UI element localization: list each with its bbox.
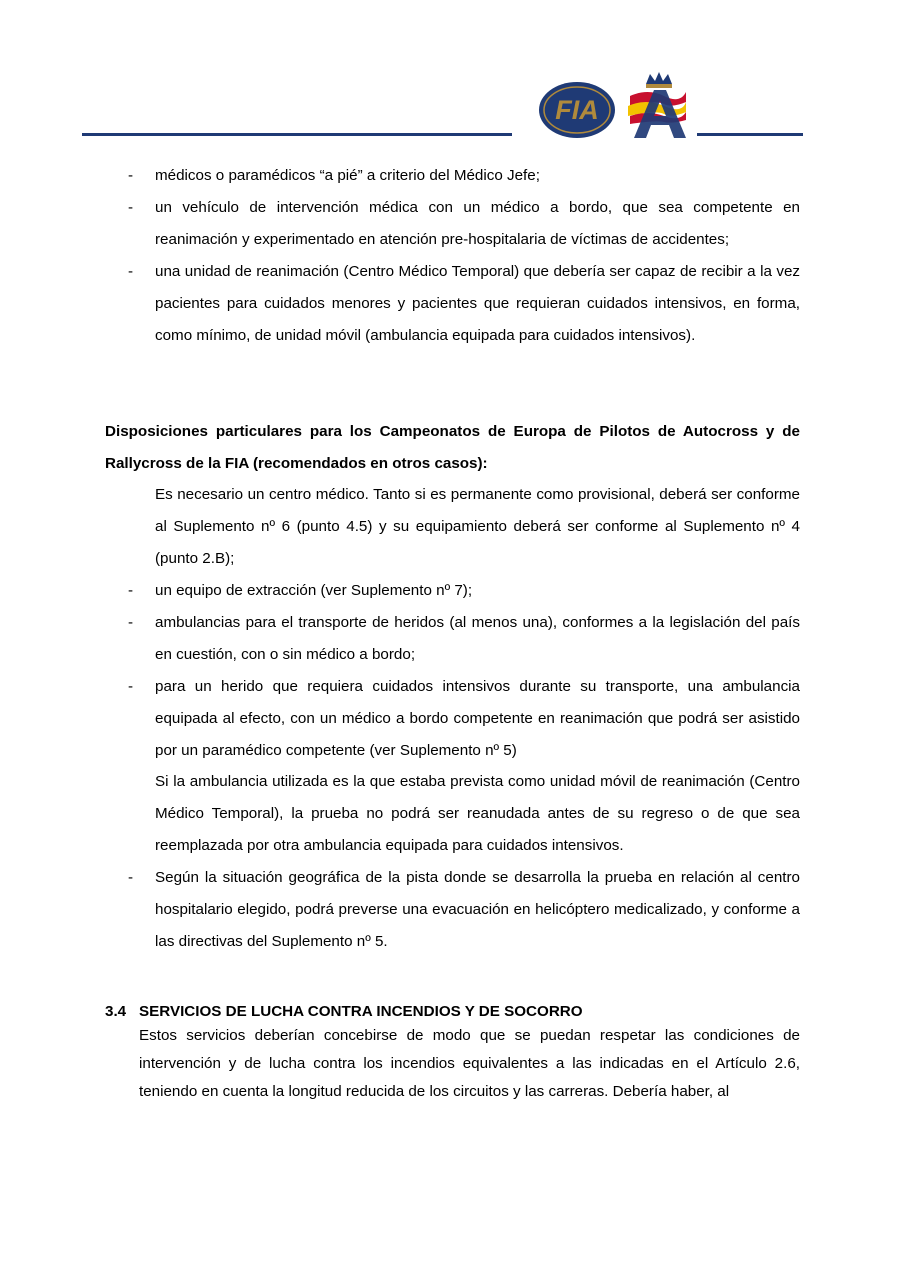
bullet-dash: - (128, 263, 134, 280)
bullet-dash: - (128, 199, 134, 216)
header-rule-left (82, 133, 512, 136)
disposiciones-continuation: Si la ambulancia utilizada es la que estaba prevista como unidad móvil de reanimación (Centro Médico Temporal), la prueba no podrá ser reanudada antes de su regreso o de que sea reemplazada por otra ambulancia equipada para cuidados intensivos. (155, 773, 800, 854)
svg-text:FIA: FIA (555, 95, 599, 125)
bullet-dash: - (128, 869, 134, 886)
disposiciones-intro: Es necesario un centro médico. Tanto si es permanente como provisional, deberá ser conforme al Suplemento nº 6 (punto 4.5) y su equipamiento deberá ser conforme al Suplemento nº 4 (punto 2.B); (155, 486, 800, 567)
list-item: ambulancias para el transporte de heridos (al menos una), conformes a la legislación del país en cuestión, con o sin médico a bordo; (155, 614, 800, 663)
rfea-logo (624, 70, 690, 140)
section-body: Estos servicios deberían concebirse de modo que se puedan respetar las condiciones de intervención y de lucha contra los incendios equivalentes a las indicadas en el Artículo 2.6, teniendo en cuenta la longitud reducida de los circuitos y las carreras. Debería haber, al (139, 1027, 800, 1100)
list-item: un vehículo de intervención médica con un médico a bordo, que sea competente en reanimación y experimentado en atención pre-hospitalaria de víctimas de accidentes; (155, 199, 800, 248)
header-rule-right (697, 133, 803, 136)
bullet-dash: - (128, 614, 134, 631)
section-title: SERVICIOS DE LUCHA CONTRA INCENDIOS Y DE SOCORRO (139, 1003, 583, 1020)
disposiciones-heading: Disposiciones particulares para los Campeonatos de Europa de Pilotos de Autocross y de Rallycross de la FIA (recomendados en otros casos): (105, 423, 800, 472)
fia-logo (537, 80, 617, 140)
list-item: una unidad de reanimación (Centro Médico Temporal) que debería ser capaz de recibir a la vez pacientes para cuidados menores y pacientes que requieran cuidados intensivos, en forma, como mínimo, de unidad móvil (ambulancia equipada para cuidados intensivos). (155, 263, 800, 344)
list-item: para un herido que requiera cuidados intensivos durante su transporte, una ambulancia equipada al efecto, con un médico a bordo competente en reanimación que podrá ser asistido por un paramédico competente (ver Suplemento nº 5) (155, 678, 800, 759)
bullet-dash: - (128, 678, 134, 695)
bullet-dash: - (128, 167, 134, 184)
list-item: un equipo de extracción (ver Suplemento nº 7); (155, 582, 473, 599)
list-item: Según la situación geográfica de la pista donde se desarrolla la prueba en relación al centro hospitalario elegido, podrá preverse una evacuación en helicóptero medicalizado, y conforme a las directivas del Suplemento nº 5. (155, 869, 800, 950)
section-number: 3.4 (105, 1003, 127, 1020)
list-item: médicos o paramédicos “a pié” a criterio del Médico Jefe; (155, 167, 540, 184)
bullet-dash: - (128, 582, 134, 599)
